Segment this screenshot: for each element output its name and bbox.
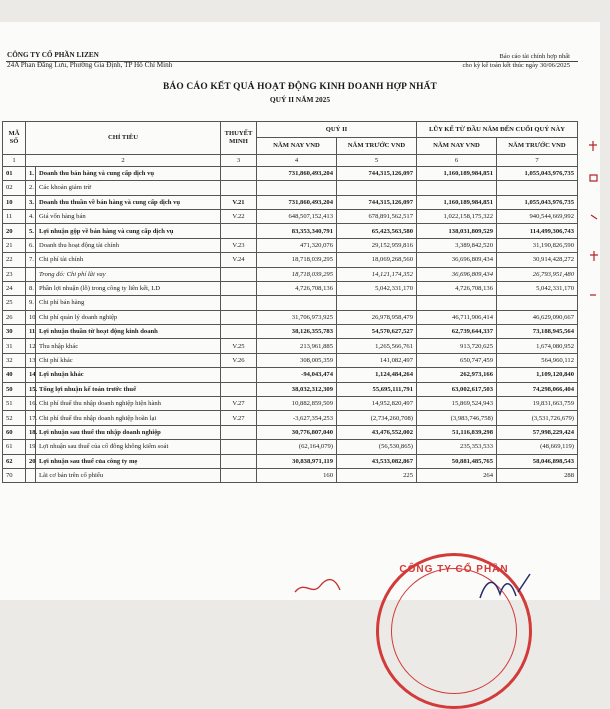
row-label: Chi phí khác bbox=[36, 353, 221, 367]
report-subtitle: QUÝ II NĂM 2025 bbox=[269, 95, 331, 104]
value-quarter-prior: 26,978,958,479 bbox=[337, 310, 417, 324]
row-label: Các khoản giảm trừ bbox=[36, 181, 221, 195]
row-label: Chi phí thuế thu nhập doanh nghiệp hiện hành bbox=[36, 397, 221, 411]
signature-icon bbox=[290, 572, 610, 600]
value-quarter-current bbox=[257, 181, 337, 195]
row-code: 01 bbox=[3, 166, 26, 180]
header-quy-nam-nay: NĂM NAY VND bbox=[257, 138, 337, 154]
column-index: 2 bbox=[26, 154, 221, 166]
row-number bbox=[26, 267, 36, 281]
row-label: Trong đó: Chi phí lãi vay bbox=[36, 267, 221, 281]
value-cumulative-prior: 1,055,043,976,735 bbox=[497, 166, 578, 180]
row-number: 15. bbox=[26, 382, 36, 396]
row-note bbox=[221, 281, 257, 295]
row-number: 19 bbox=[26, 440, 36, 454]
value-cumulative-current: 1,160,189,984,851 bbox=[417, 195, 497, 209]
row-number: 8. bbox=[26, 281, 36, 295]
table-row bbox=[3, 224, 578, 238]
table-row bbox=[3, 281, 578, 295]
table-row bbox=[3, 209, 578, 223]
value-quarter-current: (62,164,079) bbox=[257, 440, 337, 454]
row-note: V.24 bbox=[221, 253, 257, 267]
value-quarter-prior: 54,570,627,527 bbox=[337, 325, 417, 339]
row-label: Lợi nhuận sau thuế của cổ đông không kiểm soát bbox=[36, 440, 221, 454]
table-row bbox=[3, 238, 578, 252]
row-label: Doanh thu thuần về bán hàng và cung cấp dịch vụ bbox=[36, 195, 221, 209]
row-number: 17. bbox=[26, 411, 36, 425]
table-row bbox=[3, 353, 578, 367]
header-quy-nam-truoc: NĂM TRƯỚC VND bbox=[337, 138, 417, 154]
row-code: 40 bbox=[3, 368, 26, 382]
row-note bbox=[221, 382, 257, 396]
table-row bbox=[3, 468, 578, 482]
row-number: 20 bbox=[26, 454, 36, 468]
value-quarter-current: 471,320,076 bbox=[257, 238, 337, 252]
row-note: V.26 bbox=[221, 353, 257, 367]
row-label: Lợi nhuận khác bbox=[36, 368, 221, 382]
value-quarter-prior bbox=[337, 181, 417, 195]
value-cumulative-current: 1,022,158,175,322 bbox=[417, 209, 497, 223]
row-label: Lợi nhuận gộp về bán hàng và cung cấp dịch vụ bbox=[36, 224, 221, 238]
value-cumulative-prior: 73,188,945,564 bbox=[497, 325, 578, 339]
column-index: 7 bbox=[497, 154, 578, 166]
column-index-row bbox=[3, 154, 578, 166]
value-cumulative-current: 235,353,533 bbox=[417, 440, 497, 454]
table-row bbox=[3, 368, 578, 382]
value-quarter-prior: 14,952,820,497 bbox=[337, 397, 417, 411]
value-quarter-prior bbox=[337, 296, 417, 310]
row-note bbox=[221, 181, 257, 195]
header-luy-ke-nam-nay: NĂM NAY VND bbox=[417, 138, 497, 154]
value-quarter-current: 83,353,340,791 bbox=[257, 224, 337, 238]
row-label: Doanh thu hoạt động tài chính bbox=[36, 238, 221, 252]
header-rule bbox=[6, 61, 578, 62]
table-row bbox=[3, 296, 578, 310]
value-quarter-prior: (56,530,865) bbox=[337, 440, 417, 454]
value-cumulative-current: 46,711,906,414 bbox=[417, 310, 497, 324]
value-quarter-prior: 18,069,268,560 bbox=[337, 253, 417, 267]
row-code: 31 bbox=[3, 339, 26, 353]
value-quarter-current: 731,860,493,204 bbox=[257, 166, 337, 180]
value-quarter-current: 30,838,971,119 bbox=[257, 454, 337, 468]
row-label: Phần lợi nhuận (lỗ) trong công ty liên kết, LD bbox=[36, 281, 221, 295]
row-label: Chi phí bán hàng bbox=[36, 296, 221, 310]
value-quarter-current: 308,005,359 bbox=[257, 353, 337, 367]
value-cumulative-prior: 31,190,826,590 bbox=[497, 238, 578, 252]
header-luy-ke: LŨY KẾ TỪ ĐẦU NĂM ĐẾN CUỐI QUÝ NÀY bbox=[417, 122, 578, 138]
row-number: 1. bbox=[26, 166, 36, 180]
row-note bbox=[221, 325, 257, 339]
table-row bbox=[3, 425, 578, 439]
row-number: 13 bbox=[26, 353, 36, 367]
report-title: BÁO CÁO KẾT QUẢ HOẠT ĐỘNG KINH DOANH HỢP NHẤT bbox=[162, 82, 438, 92]
value-quarter-current: 160 bbox=[257, 468, 337, 482]
value-quarter-prior: 65,423,563,580 bbox=[337, 224, 417, 238]
row-note bbox=[221, 454, 257, 468]
value-cumulative-current: 913,720,625 bbox=[417, 339, 497, 353]
value-quarter-prior: 678,891,562,517 bbox=[337, 209, 417, 223]
header-thuyet-minh: THUYẾT MINH bbox=[221, 122, 257, 155]
value-cumulative-prior: 74,298,066,404 bbox=[497, 382, 578, 396]
value-cumulative-prior: 26,793,951,480 bbox=[497, 267, 578, 281]
value-cumulative-prior: 114,499,306,743 bbox=[497, 224, 578, 238]
row-note bbox=[221, 296, 257, 310]
value-cumulative-prior: (3,531,726,679) bbox=[497, 411, 578, 425]
value-cumulative-current: 3,389,842,520 bbox=[417, 238, 497, 252]
value-cumulative-current: 63,002,617,503 bbox=[417, 382, 497, 396]
row-label: Lợi nhuận thuần từ hoạt động kinh doanh bbox=[36, 325, 221, 339]
row-label: Lợi nhuận sau thuế của công ty mẹ bbox=[36, 454, 221, 468]
income-statement-table bbox=[2, 121, 578, 483]
row-code: 21 bbox=[3, 238, 26, 252]
value-quarter-prior: 1,265,566,761 bbox=[337, 339, 417, 353]
value-cumulative-prior bbox=[497, 181, 578, 195]
company-header bbox=[7, 50, 172, 70]
side-stamp-marks bbox=[587, 135, 599, 319]
row-label: Chi phí quản lý doanh nghiệp bbox=[36, 310, 221, 324]
row-number: 2. bbox=[26, 181, 36, 195]
row-note bbox=[221, 468, 257, 482]
row-number: 6. bbox=[26, 238, 36, 252]
column-index: 1 bbox=[3, 154, 26, 166]
value-cumulative-prior: 1,055,043,976,735 bbox=[497, 195, 578, 209]
row-note bbox=[221, 368, 257, 382]
header-chi-tieu: CHỈ TIÊU bbox=[26, 122, 221, 155]
row-code: 60 bbox=[3, 425, 26, 439]
row-number: 14 bbox=[26, 368, 36, 382]
row-note bbox=[221, 224, 257, 238]
value-quarter-prior: 744,315,126,097 bbox=[337, 166, 417, 180]
row-label: Chi phí tài chính bbox=[36, 253, 221, 267]
row-label: Doanh thu bán hàng và cung cấp dịch vụ bbox=[36, 166, 221, 180]
value-cumulative-current bbox=[417, 296, 497, 310]
column-index: 3 bbox=[221, 154, 257, 166]
value-quarter-current: -94,043,474 bbox=[257, 368, 337, 382]
row-code: 10 bbox=[3, 195, 26, 209]
row-number bbox=[26, 468, 36, 482]
table-row bbox=[3, 411, 578, 425]
row-label: Chi phí thuế thu nhập doanh nghiệp hoãn lại bbox=[36, 411, 221, 425]
value-quarter-current: 10,882,859,509 bbox=[257, 397, 337, 411]
value-cumulative-prior: 57,998,229,424 bbox=[497, 425, 578, 439]
row-number: 16. bbox=[26, 397, 36, 411]
side-stamp-icon bbox=[587, 135, 599, 315]
value-quarter-current: 18,718,039,295 bbox=[257, 253, 337, 267]
value-cumulative-prior: 30,914,428,272 bbox=[497, 253, 578, 267]
value-quarter-current: 30,776,807,040 bbox=[257, 425, 337, 439]
row-note bbox=[221, 440, 257, 454]
row-number: 18. bbox=[26, 425, 36, 439]
row-code: 70 bbox=[3, 468, 26, 482]
value-quarter-current: 38,032,312,309 bbox=[257, 382, 337, 396]
table-row bbox=[3, 339, 578, 353]
value-cumulative-prior: 46,629,090,667 bbox=[497, 310, 578, 324]
table-row bbox=[3, 166, 578, 180]
row-code: 11 bbox=[3, 209, 26, 223]
value-quarter-prior: 744,315,126,097 bbox=[337, 195, 417, 209]
table-row bbox=[3, 440, 578, 454]
table-row bbox=[3, 253, 578, 267]
row-note bbox=[221, 310, 257, 324]
value-quarter-current: 648,507,152,413 bbox=[257, 209, 337, 223]
row-code: 51 bbox=[3, 397, 26, 411]
row-note: V.22 bbox=[221, 209, 257, 223]
row-code: 50 bbox=[3, 382, 26, 396]
value-cumulative-current: 138,031,809,529 bbox=[417, 224, 497, 238]
value-cumulative-current: 264 bbox=[417, 468, 497, 482]
row-code: 20 bbox=[3, 224, 26, 238]
row-code: 22 bbox=[3, 253, 26, 267]
row-code: 61 bbox=[3, 440, 26, 454]
value-quarter-current: 38,126,355,783 bbox=[257, 325, 337, 339]
row-number: 9. bbox=[26, 296, 36, 310]
table-row bbox=[3, 325, 578, 339]
row-number: 10 bbox=[26, 310, 36, 324]
seal-text: CÔNG TY CỔ PHẦN bbox=[399, 564, 509, 575]
column-index: 5 bbox=[337, 154, 417, 166]
value-quarter-current: 731,860,493,204 bbox=[257, 195, 337, 209]
row-code: 32 bbox=[3, 353, 26, 367]
value-quarter-prior: 141,082,497 bbox=[337, 353, 417, 367]
value-quarter-current: -3,627,354,253 bbox=[257, 411, 337, 425]
header-luy-ke-nam-truoc: NĂM TRƯỚC VND bbox=[497, 138, 578, 154]
row-code: 24 bbox=[3, 281, 26, 295]
value-cumulative-current: 36,696,809,434 bbox=[417, 253, 497, 267]
row-number: 5. bbox=[26, 224, 36, 238]
header-ma-so: MÃ SỐ bbox=[3, 122, 26, 155]
row-number: 12 bbox=[26, 339, 36, 353]
value-cumulative-current: 650,747,459 bbox=[417, 353, 497, 367]
row-label: Thu nhập khác bbox=[36, 339, 221, 353]
value-quarter-current: 31,706,973,925 bbox=[257, 310, 337, 324]
value-quarter-current: 18,718,039,295 bbox=[257, 267, 337, 281]
value-quarter-prior: 55,695,111,791 bbox=[337, 382, 417, 396]
report-doc-type: Báo cáo tài chính hợp nhất bbox=[499, 53, 570, 60]
company-address: 24A Phan Đăng Lưu, Phường Gia Định, TP Hồ Chí Minh bbox=[7, 61, 173, 69]
value-cumulative-current: 262,973,166 bbox=[417, 368, 497, 382]
value-quarter-current: 4,726,708,136 bbox=[257, 281, 337, 295]
row-label: Lợi nhuận sau thuế thu nhập doanh nghiệp bbox=[36, 425, 221, 439]
value-cumulative-prior: 1,109,120,840 bbox=[497, 368, 578, 382]
table-row bbox=[3, 397, 578, 411]
table-row bbox=[3, 195, 578, 209]
value-cumulative-current: 51,116,839,298 bbox=[417, 425, 497, 439]
value-cumulative-prior: 940,544,669,992 bbox=[497, 209, 578, 223]
value-quarter-prior: 14,121,174,352 bbox=[337, 267, 417, 281]
row-note bbox=[221, 425, 257, 439]
row-code: 52 bbox=[3, 411, 26, 425]
value-quarter-prior: (2,734,260,708) bbox=[337, 411, 417, 425]
value-cumulative-current: 62,739,644,337 bbox=[417, 325, 497, 339]
table-row bbox=[3, 382, 578, 396]
row-note: V.21 bbox=[221, 195, 257, 209]
row-number: 7. bbox=[26, 253, 36, 267]
table-row bbox=[3, 310, 578, 324]
value-cumulative-current: 36,696,809,434 bbox=[417, 267, 497, 281]
value-quarter-prior: 43,533,082,867 bbox=[337, 454, 417, 468]
row-code: 30 bbox=[3, 325, 26, 339]
row-code: 26 bbox=[3, 310, 26, 324]
row-label: Tổng lợi nhuận kế toán trước thuế bbox=[36, 382, 221, 396]
value-cumulative-prior: 1,674,080,952 bbox=[497, 339, 578, 353]
row-note: V.27 bbox=[221, 397, 257, 411]
value-cumulative-current: 1,160,189,984,851 bbox=[417, 166, 497, 180]
table-row bbox=[3, 181, 578, 195]
header-quy: QUÝ II bbox=[257, 122, 417, 138]
table-row bbox=[3, 454, 578, 468]
value-cumulative-current: 50,881,485,765 bbox=[417, 454, 497, 468]
value-cumulative-prior: 288 bbox=[497, 468, 578, 482]
value-quarter-prior: 1,124,484,264 bbox=[337, 368, 417, 382]
row-note: V.25 bbox=[221, 339, 257, 353]
row-code: 02 bbox=[3, 181, 26, 195]
value-cumulative-prior: 564,960,112 bbox=[497, 353, 578, 367]
value-quarter-current: 213,961,885 bbox=[257, 339, 337, 353]
value-cumulative-prior: 5,042,331,170 bbox=[497, 281, 578, 295]
column-index: 4 bbox=[257, 154, 337, 166]
value-cumulative-prior bbox=[497, 296, 578, 310]
row-code: 25 bbox=[3, 296, 26, 310]
table-row bbox=[3, 267, 578, 281]
row-note bbox=[221, 166, 257, 180]
value-cumulative-current bbox=[417, 181, 497, 195]
row-number: 3. bbox=[26, 195, 36, 209]
value-quarter-prior: 43,476,552,002 bbox=[337, 425, 417, 439]
value-quarter-prior: 5,042,331,170 bbox=[337, 281, 417, 295]
value-cumulative-prior: 19,831,663,759 bbox=[497, 397, 578, 411]
row-code: 23 bbox=[3, 267, 26, 281]
report-period: cho kỳ kế toán kết thúc ngày 30/06/2025 bbox=[462, 62, 570, 69]
value-quarter-prior: 225 bbox=[337, 468, 417, 482]
company-name: CÔNG TY CỔ PHẦN LIZEN bbox=[7, 51, 99, 59]
value-cumulative-prior: 58,046,898,543 bbox=[497, 454, 578, 468]
row-code: 62 bbox=[3, 454, 26, 468]
row-note: V.23 bbox=[221, 238, 257, 252]
row-label: Lãi cơ bản trên cổ phiếu bbox=[36, 468, 221, 482]
value-cumulative-prior: (48,669,119) bbox=[497, 440, 578, 454]
value-quarter-current bbox=[257, 296, 337, 310]
column-index: 6 bbox=[417, 154, 497, 166]
value-cumulative-current: (3,983,746,758) bbox=[417, 411, 497, 425]
row-number: 4. bbox=[26, 209, 36, 223]
value-cumulative-current: 4,726,708,136 bbox=[417, 281, 497, 295]
value-quarter-prior: 29,152,959,816 bbox=[337, 238, 417, 252]
row-label: Giá vốn hàng bán bbox=[36, 209, 221, 223]
row-note bbox=[221, 267, 257, 281]
row-number: 11 bbox=[26, 325, 36, 339]
row-note: V.27 bbox=[221, 411, 257, 425]
value-cumulative-current: 15,869,524,943 bbox=[417, 397, 497, 411]
